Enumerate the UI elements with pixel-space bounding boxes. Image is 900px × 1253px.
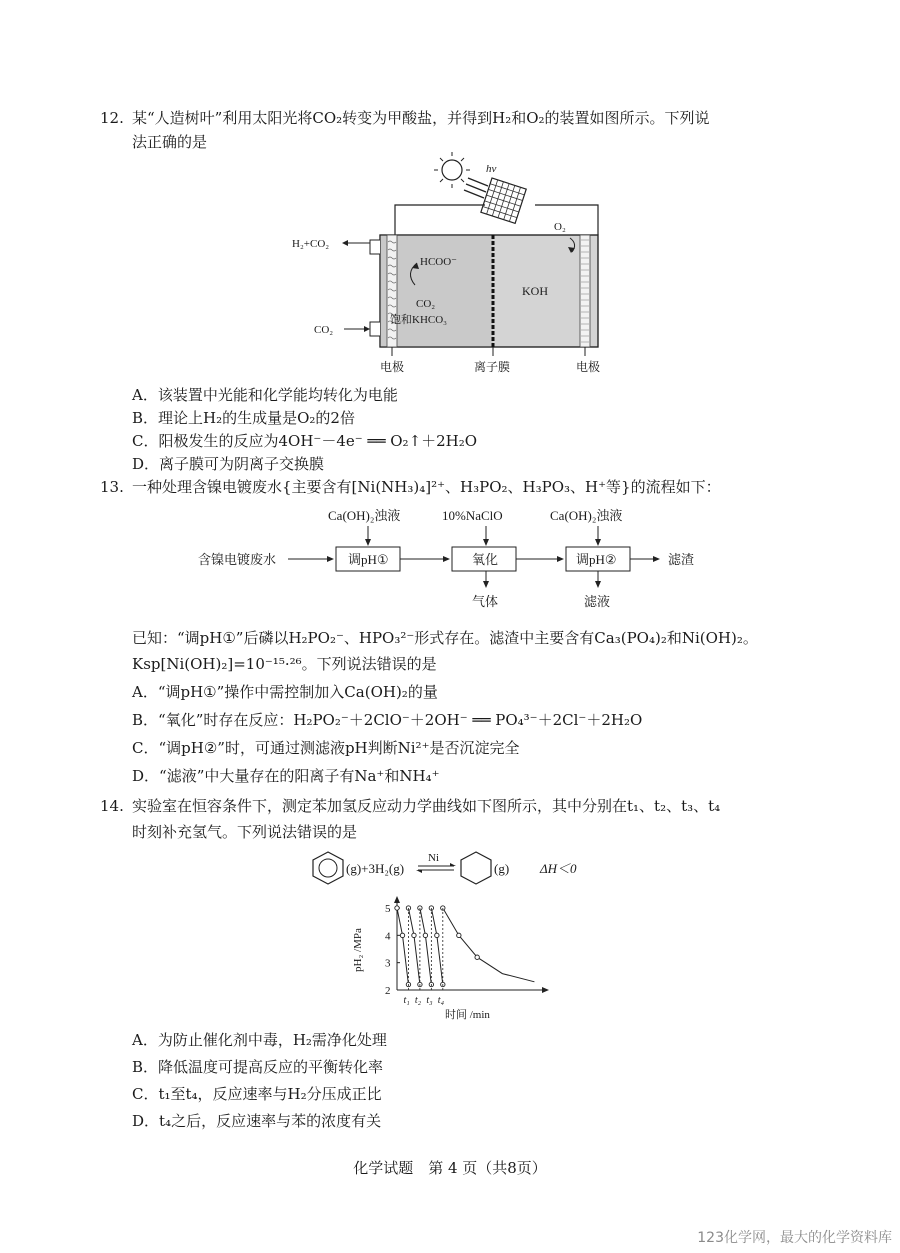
q12-stem-line1 xyxy=(100,108,710,128)
reagent3-label: Ca(OH)₂浊液 xyxy=(550,508,623,523)
series-line-after-t4 xyxy=(443,908,535,982)
cyclohexane-icon xyxy=(461,852,491,884)
chart-ylabel: pH₂ /MPa xyxy=(352,928,364,972)
y-tick-label: 4 xyxy=(385,930,391,943)
q13-stem xyxy=(100,477,721,497)
reagent2-label: 10%NaClO xyxy=(442,508,503,523)
q13-option-d: D．“滤液”中大量存在的阳离子有Na⁺和NH₄⁺ xyxy=(132,767,440,785)
data-point xyxy=(435,933,439,937)
series-line-segment-3 xyxy=(420,908,431,985)
y-tick-label: 2 xyxy=(385,985,391,997)
q13-number: 13. xyxy=(100,478,124,496)
co2-inner-label: CO₂ xyxy=(416,298,436,310)
watermark: 123化学网，最大的化学资料库 xyxy=(697,1230,892,1246)
benzene-icon xyxy=(313,852,343,884)
q12-option-c: C．阳极发生的反应为4OH⁻－4e⁻ ══ O₂↑＋2H₂O xyxy=(132,432,478,450)
byproduct3-label: 滤液 xyxy=(584,594,611,609)
series-line-segment-4 xyxy=(431,908,442,985)
data-point xyxy=(423,933,427,937)
data-point xyxy=(475,955,479,959)
o2-label: O₂ xyxy=(554,221,566,233)
q12-figure xyxy=(280,150,620,380)
q14-number: 14. xyxy=(100,797,124,815)
q12-stem-line2: 法正确的是 xyxy=(132,133,208,151)
membrane-label: 离子膜 xyxy=(474,360,511,374)
q14-kinetics-chart xyxy=(345,892,555,1022)
hcoo-label: HCOO⁻ xyxy=(420,256,457,268)
q14-option-d: D．t₄之后，反应速率与苯的浓度有关 xyxy=(132,1112,382,1130)
q14-option-b: B．降低温度可提高反应的平衡转化率 xyxy=(132,1058,384,1076)
q13-known-line1: 已知：“调pH①”后磷以H₂PO₂⁻、HPO₃²⁻形式存在。滤渣中主要含有Ca₃(PO₄)₂和Ni(OH)₂。 xyxy=(132,629,758,647)
data-point xyxy=(412,933,416,937)
khco3-label: 饱和KHCO₃ xyxy=(390,314,448,326)
koh-label: KOH xyxy=(522,284,548,298)
series-line-segment-1 xyxy=(397,908,408,985)
data-point xyxy=(395,906,399,910)
chart-xlabel: 时间 /min xyxy=(445,1009,490,1021)
data-point xyxy=(400,933,404,937)
q14-stem-line1 xyxy=(100,796,720,816)
q12-option-a: A．该装置中光能和化学能均转化为电能 xyxy=(132,386,398,404)
electrode-right-label: 电极 xyxy=(576,360,601,374)
equation-left: (g)+3H₂(g) xyxy=(346,861,405,876)
q14-equation xyxy=(310,848,600,888)
q13-option-c: C．“调pH②”时，可通过测滤液pH判断Ni²⁺是否沉淀完全 xyxy=(132,739,520,757)
q13-known-line2: Ksp[Ni(OH)₂]=10⁻¹⁵·²⁶。下列说法错误的是 xyxy=(132,655,437,673)
electrode-left-label: 电极 xyxy=(380,360,405,374)
h2-co2-label: H₂+CO₂ xyxy=(292,238,330,250)
q12-stem-text: 某“人造树叶”利用太阳光将CO₂转变为甲酸盐，并得到H₂和O₂的装置如图所示。下列说 xyxy=(132,109,710,127)
x-axis-arrow xyxy=(542,987,549,993)
catalyst-label: Ni xyxy=(428,852,439,864)
output-label: 滤渣 xyxy=(668,552,695,567)
co2-in-label: CO₂ xyxy=(314,324,334,336)
sun-icon xyxy=(434,152,470,188)
data-point xyxy=(457,933,461,937)
page-footer: 化学试题 第 4 页（共8页） xyxy=(353,1159,547,1177)
x-tick-label: t₁ xyxy=(403,995,410,1006)
step2-label: 氧化 xyxy=(472,552,499,567)
input-label: 含镍电镀废水 xyxy=(198,552,277,567)
byproduct2-label: 气体 xyxy=(472,594,499,609)
y-tick-label: 5 xyxy=(385,903,391,915)
q14-stem-line2: 时刻补充氢气。下列说法错误的是 xyxy=(132,823,358,841)
y-tick-label: 3 xyxy=(385,957,391,970)
q12-number: 12. xyxy=(100,109,124,127)
q14-stem-text: 实验室在恒容条件下，测定苯加氢反应动力学曲线如下图所示，其中分别在t₁、t₂、t₃、t₄ xyxy=(132,797,721,815)
q13-flow-diagram xyxy=(190,502,730,614)
q12-option-d: D．离子膜可为阴离子交换膜 xyxy=(132,455,325,473)
q13-option-a: A．“调pH①”操作中需控制加入Ca(OH)₂的量 xyxy=(132,683,438,701)
q13-stem-text: 一种处理含镍电镀废水{主要含有[Ni(NH₃)₄]²⁺、H₃PO₂、H₃PO₃、H⁺等}的流程如下： xyxy=(132,478,721,496)
solar-panel-icon xyxy=(481,178,526,223)
step1-label: 调pH① xyxy=(348,552,389,567)
series-line-segment-2 xyxy=(408,908,419,985)
step3-label: 调pH② xyxy=(576,552,617,567)
x-tick-label: t₂ xyxy=(414,995,422,1006)
q14-option-c: C．t₁至t₄，反应速率与H₂分压成正比 xyxy=(132,1085,382,1103)
x-tick-label: t₃ xyxy=(426,995,433,1006)
reagent1-label: Ca(OH)₂浊液 xyxy=(328,508,401,523)
y-axis-arrow xyxy=(394,896,400,903)
q14-option-a: A．为防止催化剂中毒，H₂需净化处理 xyxy=(132,1031,387,1049)
equation-right: (g) xyxy=(494,861,510,876)
delta-h: ΔH＜0 xyxy=(540,861,577,876)
hv-label: hv xyxy=(486,163,497,175)
x-tick-label: t₄ xyxy=(437,995,445,1006)
q12-option-b: B．理论上H₂的生成量是O₂的2倍 xyxy=(132,409,355,427)
q13-option-b: B．“氧化”时存在反应：H₂PO₂⁻＋2ClO⁻＋2OH⁻ ══ PO₄³⁻＋2Cl⁻＋2H₂O xyxy=(132,711,643,729)
